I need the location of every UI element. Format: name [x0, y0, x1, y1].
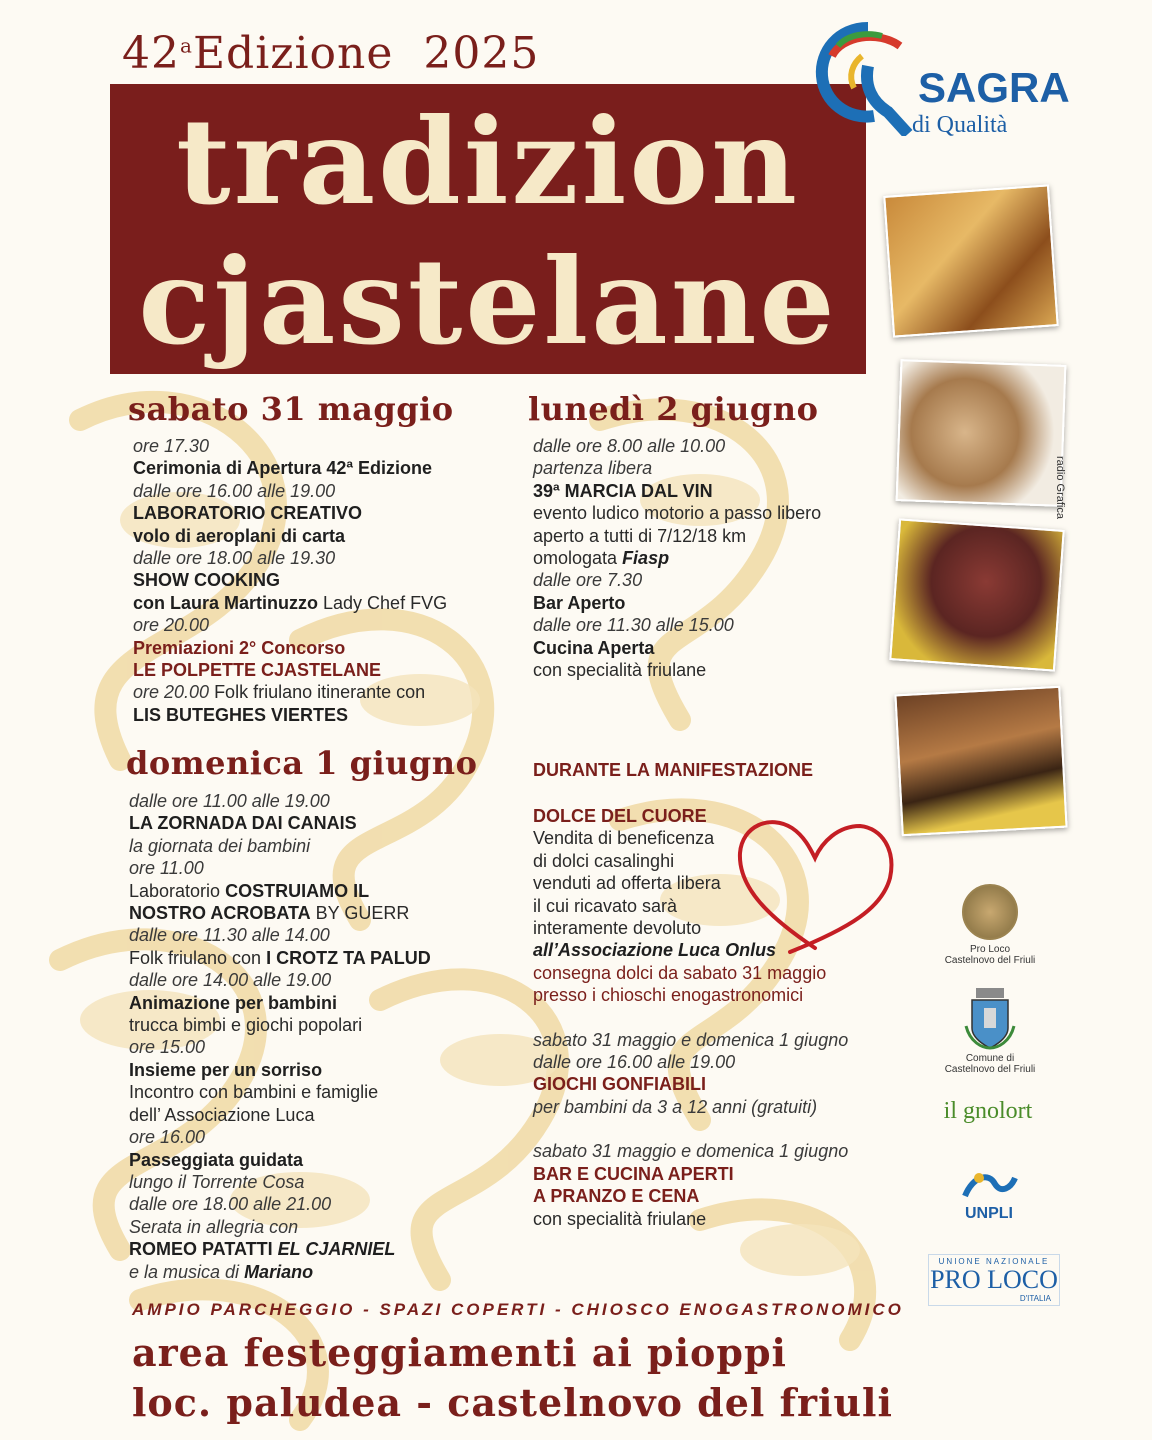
- domenica-line: [129, 1059, 431, 1081]
- title-line-1: tradizion: [176, 92, 800, 231]
- domenica-line-text: dalle ore 11.30 alle 14.00: [129, 925, 330, 946]
- location-line-2: loc. paludea - castelnovo del friuli: [132, 1380, 893, 1425]
- sabato-title: sabato 31 maggio: [128, 390, 454, 428]
- sabato-line: [133, 480, 447, 502]
- lunedi-title: lunedì 2 giugno: [528, 390, 819, 428]
- domenica-line: [129, 947, 431, 969]
- domenica-line: [129, 924, 431, 946]
- lunedi-line: [533, 502, 821, 524]
- domenica-line-text: Incontro con bambini e famiglie: [129, 1082, 379, 1103]
- domenica-line: [129, 790, 431, 812]
- domenica-line: [129, 857, 431, 879]
- durante-line-text: GIOCHI GONFIABILI: [533, 1074, 706, 1095]
- durante-line: [533, 1140, 848, 1162]
- title-line-2: cjastelane: [138, 232, 838, 371]
- domenica-line-text: Passeggiata guidata: [129, 1149, 304, 1170]
- domenica-line: [129, 992, 431, 1014]
- lunedi-line-text: omologata: [533, 548, 623, 569]
- durante-line-text: venduti ad offerta libera: [533, 873, 721, 894]
- lunedi-line: [533, 480, 821, 502]
- sabato-program: [133, 435, 447, 726]
- lunedi-line: [533, 659, 821, 681]
- comune-castelnovo-logo: [930, 986, 1050, 1075]
- domenica-line-extra: COSTRUIAMO IL: [225, 880, 370, 901]
- durante-line-text: sabato 31 maggio e domenica 1 giugno: [533, 1029, 849, 1050]
- durante-line-text: consegna dolci da sabato 31 maggio: [533, 962, 827, 983]
- domenica-line: [129, 1126, 431, 1148]
- domenica-line-extra: I CROTZ TA PALUD: [266, 947, 431, 968]
- sabato-line: [133, 592, 447, 614]
- durante-line: [533, 1051, 848, 1073]
- domenica-title: domenica 1 giugno: [126, 744, 478, 782]
- domenica-line: [129, 1238, 431, 1260]
- food-photo-frico: [883, 184, 1059, 337]
- lunedi-program: [533, 435, 821, 681]
- proloco-emblem-icon: [962, 884, 1018, 940]
- domenica-line-text: Laboratorio: [129, 880, 226, 901]
- sabato-line: [133, 547, 447, 569]
- domenica-line: [129, 1036, 431, 1058]
- domenica-line-text: ROMEO PATATTI: [129, 1239, 278, 1260]
- lunedi-line: [533, 547, 821, 569]
- durante-line-text: DOLCE DEL CUORE: [533, 806, 707, 826]
- di-qualita-word: di Qualità: [912, 112, 1008, 138]
- domenica-line: [129, 1216, 431, 1238]
- durante-line-text: di dolci casalinghi: [533, 850, 675, 871]
- edition-year: 2025: [423, 28, 540, 79]
- unione-pro-loco-logo: [928, 1254, 1060, 1306]
- durante-line-text: sabato 31 maggio e domenica 1 giugno: [533, 1141, 849, 1162]
- domenica-line-text: trucca bimbi e giochi popolari: [129, 1015, 363, 1036]
- unione-main-label: PRO LOCO: [930, 1265, 1058, 1294]
- sabato-line-text: LE POLPETTE CJASTELANE: [133, 660, 382, 681]
- credit-label: radio Grafica: [1054, 456, 1066, 519]
- unione-sub-label: D'ITALIA: [1019, 1294, 1051, 1303]
- durante-line-text: BAR E CUCINA APERTI: [533, 1163, 734, 1184]
- comune-label: Comune di Castelnovo del Friuli: [944, 1053, 1036, 1075]
- domenica-line: [129, 1081, 431, 1103]
- lunedi-line: [533, 592, 821, 614]
- food-photo-salami-polenta: [889, 518, 1065, 671]
- durante-line: [533, 1185, 848, 1207]
- lunedi-line: [533, 525, 821, 547]
- sabato-line-text: LABORATORIO CREATIVO: [133, 503, 362, 524]
- sabato-line-text: LIS BUTEGHES VIERTES: [133, 704, 349, 725]
- domenica-line: [129, 1261, 431, 1283]
- durante-line: [533, 962, 848, 984]
- sabato-line-text: dalle ore 18.00 alle 19.30: [133, 548, 336, 569]
- sabato-line-text: con Laura Martinuzzo: [133, 592, 319, 613]
- durante-line: [533, 1208, 848, 1230]
- sabato-line: [133, 659, 447, 681]
- domenica-line-text: NOSTRO ACROBATA: [129, 903, 311, 924]
- durante-line: [533, 1073, 848, 1095]
- food-photo-grilled-meat: [894, 686, 1067, 836]
- domenica-line-text: Insieme per un sorriso: [129, 1059, 323, 1080]
- domenica-line-text: Serata in allegria con: [129, 1216, 299, 1237]
- domenica-line-text: dalle ore 14.00 alle 19.00: [129, 970, 332, 991]
- title-banner: [110, 84, 866, 374]
- durante-line: [533, 1029, 848, 1051]
- durante-line-text: per bambini da 3 a 12 anni (gratuiti): [533, 1096, 818, 1117]
- domenica-line: [129, 1014, 431, 1036]
- unione-top-label: UNIONE NAZIONALE: [938, 1257, 1050, 1266]
- sabato-line: [133, 704, 447, 726]
- sabato-line: [133, 502, 447, 524]
- lunedi-line-text: partenza libera: [533, 458, 653, 479]
- domenica-line: [129, 880, 431, 902]
- domenica-line-text: dalle ore 11.00 alle 19.00: [129, 791, 330, 811]
- sabato-line-text: SHOW COOKING: [133, 570, 280, 591]
- durante-line: [533, 1007, 848, 1029]
- domenica-line-extra: Mariano: [244, 1261, 314, 1282]
- sabato-line: [133, 614, 447, 636]
- heart-icon: [730, 808, 900, 958]
- domenica-line-text: la giornata dei bambini: [129, 835, 311, 856]
- durante-line-text: interamente devoluto: [533, 918, 702, 939]
- unpli-label: UNPLI: [965, 1205, 1013, 1222]
- domenica-line-text: dell’ Associazione Luca: [129, 1104, 315, 1125]
- domenica-line-text: ore 11.00: [129, 858, 204, 879]
- lunedi-line-text: dalle ore 8.00 alle 10.00: [533, 436, 726, 456]
- sabato-line-text: ore 17.30: [133, 436, 210, 456]
- domenica-line-text: ore 15.00: [129, 1037, 206, 1058]
- domenica-program: [129, 790, 431, 1283]
- lunedi-line-text: Bar Aperto: [533, 592, 626, 613]
- lunedi-line-extra: Fiasp: [622, 548, 670, 569]
- sagra-word: SAGRA: [918, 64, 1070, 111]
- unpli-logo: [950, 1168, 1028, 1223]
- sabato-line-text: Cerimonia di Apertura 42ª Edizione: [133, 458, 433, 479]
- domenica-line: [129, 1171, 431, 1193]
- gnolort-logo: il gnolort: [943, 1098, 1033, 1124]
- durante-line-text: presso i chioschi enogastronomici: [533, 985, 804, 1006]
- proloco-label: Pro Loco Castelnovo del Friuli: [944, 944, 1036, 966]
- domenica-line-text: lungo il Torrente Cosa: [129, 1171, 305, 1192]
- durante-line-text: A PRANZO E CENA: [533, 1186, 700, 1207]
- unpli-wave-icon: [959, 1168, 1019, 1202]
- domenica-line: [129, 1149, 431, 1171]
- durante-line: [533, 1163, 848, 1185]
- edition-sup: a: [180, 33, 193, 58]
- lunedi-line-text: dalle ore 11.30 alle 15.00: [533, 615, 734, 636]
- food-photo-beans: [896, 359, 1067, 507]
- domenica-line: [129, 835, 431, 857]
- lunedi-line: [533, 569, 821, 591]
- durante-line-text: all’Associazione Luca Onlus: [533, 940, 777, 961]
- domenica-line: [129, 812, 431, 834]
- sabato-line: [133, 457, 447, 479]
- durante-line: [533, 984, 848, 1006]
- domenica-line-text: LA ZORNADA DAI CANAIS: [129, 813, 357, 834]
- domenica-line-extra: EL CJARNIEL: [277, 1239, 396, 1260]
- domenica-line-text: dalle ore 18.00 alle 21.00: [129, 1194, 332, 1215]
- lunedi-line-text: dalle ore 7.30: [533, 570, 643, 591]
- sagra-di-qualita-logo: [808, 16, 1070, 156]
- domenica-line: [129, 902, 431, 924]
- edition-label: Edizione: [192, 28, 394, 79]
- lunedi-line: [533, 614, 821, 636]
- lunedi-line: [533, 435, 821, 457]
- lunedi-line-text: 39ª MARCIA DAL VIN: [533, 480, 713, 501]
- sabato-line: [133, 681, 447, 703]
- lunedi-line-text: aperto a tutti di 7/12/18 km: [533, 525, 747, 546]
- sabato-line-text: volo di aeroplani di carta: [133, 525, 346, 546]
- domenica-line-text: e la musica di: [129, 1261, 245, 1282]
- durante-line-text: Vendita di beneficenza: [533, 828, 715, 849]
- services-line: AMPIO PARCHEGGIO - SPAZI COPERTI - CHIOSCO ENOGASTRONOMICO: [132, 1300, 904, 1319]
- sagra-q-emblem-icon: [808, 16, 928, 136]
- durante-line-text: il cui ricavato sarà: [533, 895, 678, 916]
- sabato-line-text: ore 20.00: [133, 682, 210, 703]
- proloco-castelnovo-logo: [930, 884, 1050, 966]
- location-line-1: area festeggiamenti ai pioppi: [132, 1330, 787, 1375]
- sabato-line-extra: Folk friulano itinerante con: [209, 682, 426, 703]
- domenica-line: [129, 1104, 431, 1126]
- domenica-line-text: Folk friulano con: [129, 947, 267, 968]
- sabato-line-text: ore 20.00: [133, 615, 210, 636]
- lunedi-line-text: Cucina Aperta: [533, 637, 655, 658]
- domenica-line: [129, 969, 431, 991]
- sabato-line: [133, 435, 447, 457]
- sabato-line: [133, 569, 447, 591]
- sabato-line: [133, 637, 447, 659]
- durante-title: DURANTE LA MANIFESTAZIONE: [533, 760, 813, 780]
- lunedi-line-text: con specialità friulane: [533, 660, 707, 681]
- sabato-line-extra: Lady Chef FVG: [318, 592, 448, 613]
- lunedi-line: [533, 457, 821, 479]
- sabato-line-text: dalle ore 16.00 alle 19.00: [133, 480, 336, 501]
- durante-line-text: dalle ore 16.00 alle 19.00: [533, 1052, 736, 1073]
- durante-line-text: con specialità friulane: [533, 1208, 707, 1229]
- domenica-line: [129, 1193, 431, 1215]
- lunedi-line-text: evento ludico motorio a passo libero: [533, 503, 822, 524]
- lunedi-line: [533, 637, 821, 659]
- edition-number: 42: [122, 28, 180, 79]
- sabato-line-text: Premiazioni 2° Concorso: [133, 637, 346, 658]
- edition-heading: [122, 28, 539, 79]
- durante-line: [533, 1118, 848, 1140]
- domenica-line-text: ore 16.00: [129, 1127, 206, 1148]
- comune-crest-icon: [962, 986, 1018, 1050]
- durante-line: [533, 1096, 848, 1118]
- domenica-line-text: Animazione per bambini: [129, 992, 338, 1013]
- sabato-line: [133, 525, 447, 547]
- domenica-line-extra: BY GUERR: [310, 903, 410, 924]
